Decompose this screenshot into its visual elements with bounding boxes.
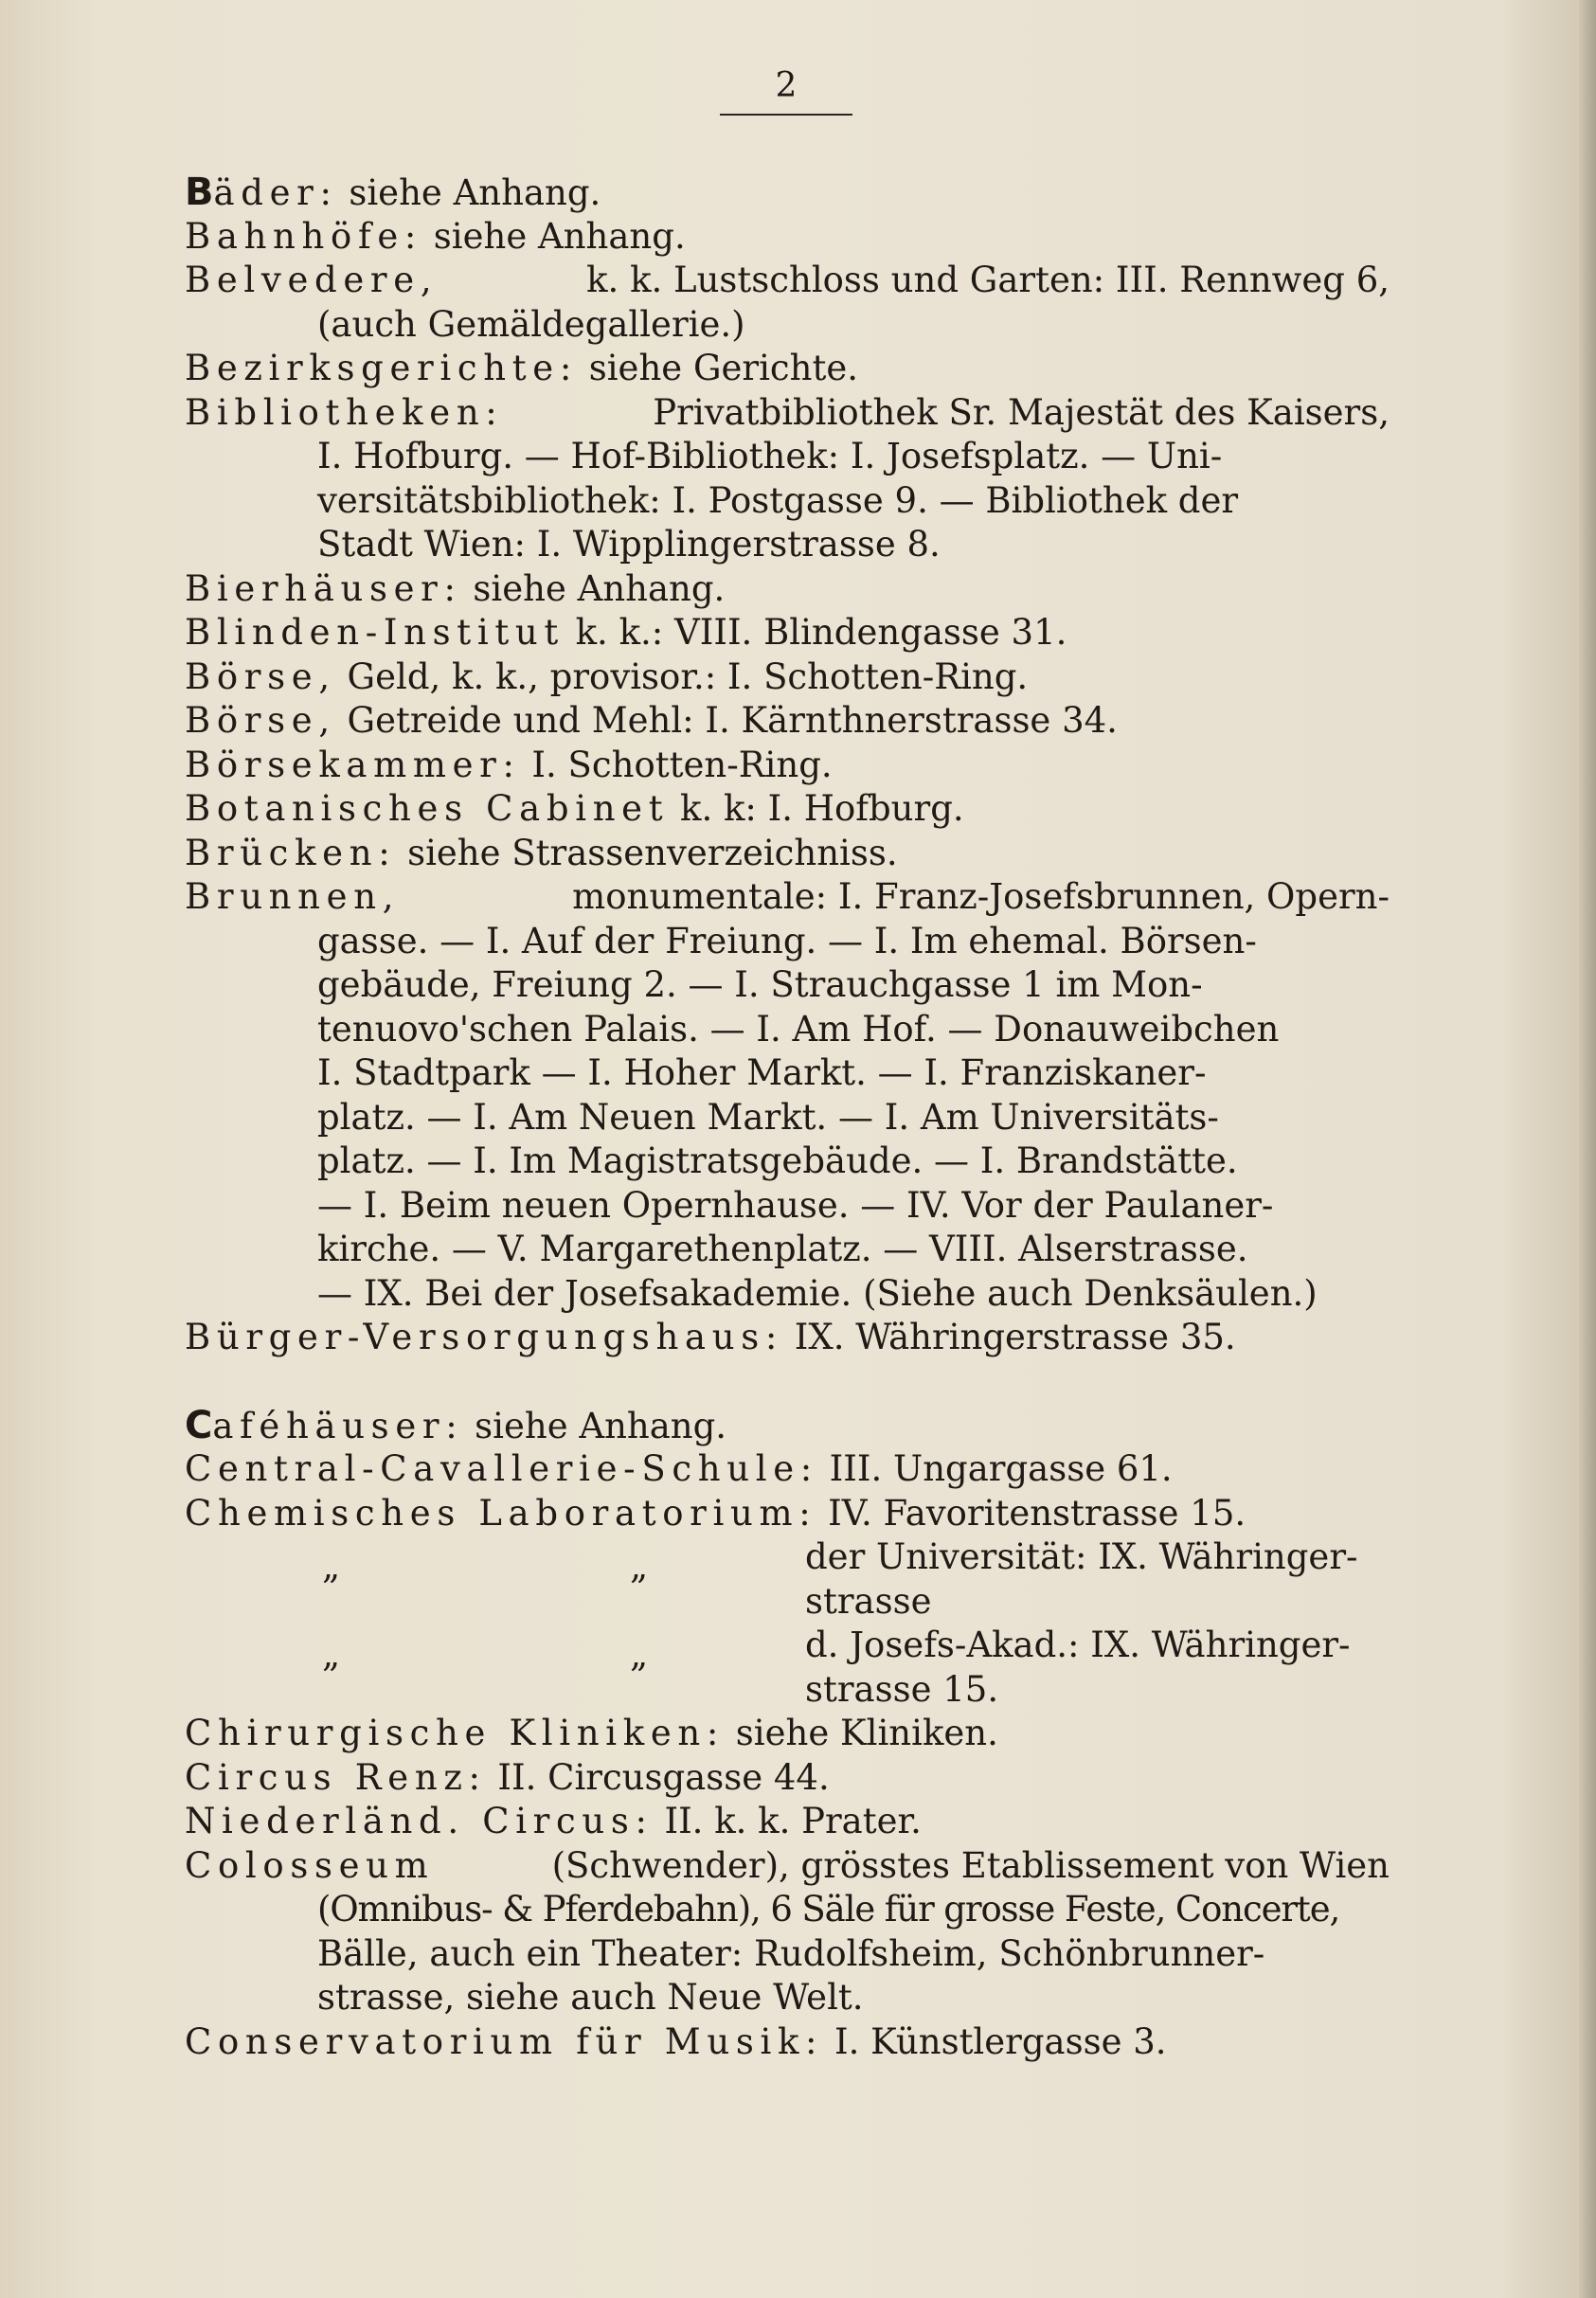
entry-circus-renz: Circus Renz: II. Circusgasse 44. — [185, 1756, 830, 1798]
entry-belvedere: Belvedere, k. k. Lustschloss und Garten: III. Rennweg 6, — [185, 260, 1390, 300]
entry-colosseum-cont: (Omnibus- & Pferdebahn), 6 Säle für grosse Feste, Concerte, — [317, 1889, 1340, 1930]
entry-bezirksgerichte: Bezirksgerichte: siehe Gerichte. — [185, 348, 858, 388]
entry-chemisches-laboratorium: Chemisches Laboratorium: IV. Favoritenstrasse 15. — [185, 1492, 1246, 1534]
entry-brunnen-cont: — I. Beim neuen Opernhause. — IV. Vor der Paulaner- — [317, 1184, 1274, 1226]
page-edge — [1579, 0, 1596, 2298]
entry-bibliotheken-cont: Stadt Wien: I. Wipplingerstrasse 8. — [317, 524, 941, 565]
entry-ditto-josefs-akad: „ „ d. Josefs-Akad.: IX. Währinger- — [185, 1624, 1390, 1668]
entry-brunnen-cont: platz. — I. Im Magistratsgebäude. — I. Brandstätte. — [317, 1140, 1238, 1181]
ditto-mark: „ — [630, 1546, 649, 1587]
entry-brunnen-cont: tenuovo'schen Palais. — I. Am Hof. — Donauweibchen — [317, 1008, 1280, 1050]
initial-c: C — [185, 1403, 213, 1447]
entry-brunnen-cont: kirche. — V. Margarethenplatz. — VIII. Alserstrasse. — [317, 1229, 1248, 1269]
entry-brunnen-cont: I. Stadtpark — I. Hoher Markt. — I. Franziskaner- — [317, 1052, 1207, 1093]
ditto-mark: „ — [322, 1546, 341, 1587]
entry-ditto-universitaet-cont: strasse — [805, 1580, 932, 1622]
entry-cafehaeuser: Caféhäuser: siehe Anhang. — [185, 1403, 727, 1447]
entry-baeder: Bäder: siehe Anhang. — [185, 171, 601, 214]
entry-blinden-institut: Blinden-Institut k. k.: VIII. Blindengasse 31. — [185, 612, 1067, 653]
entry-brunnen-cont: — IX. Bei der Josefsakademie. (Siehe auch Denksäulen.) — [317, 1272, 1318, 1314]
entry-brunnen-cont: gebäude, Freiung 2. — I. Strauchgasse 1 im Mon- — [317, 964, 1203, 1005]
section-gap — [185, 1360, 1390, 1404]
entry-brunnen-cont: gasse. — I. Auf der Freiung. — I. Im ehemal. Börsen- — [317, 920, 1257, 961]
page-number: 2 — [775, 66, 798, 105]
entry-bibliotheken: Bibliotheken: Privatbibliothek Sr. Majestät des Kaisers, — [185, 391, 1390, 433]
entry-ditto-universitaet: „ „ der Universität: IX. Währinger- — [185, 1535, 1390, 1580]
entry-botanisches-cabinet: Botanisches Cabinet k. k: I. Hofburg. — [185, 788, 964, 829]
entry-boerse-getreide: Börse, Getreide und Mehl: I. Kärnthnerstrasse 34. — [185, 700, 1118, 741]
entry-buerger-versorgungshaus: Bürger-Versorgungshaus: IX. Währingerstrasse 35. — [185, 1317, 1236, 1357]
entry-bibliotheken-cont: versitätsbibliothek: I. Postgasse 9. — Bibliothek der — [317, 479, 1239, 521]
entry-colosseum-cont: Bälle, auch ein Theater: Rudolfsheim, Schönbrunner- — [317, 1932, 1265, 1974]
entry-central-cavallerie-schule: Central-Cavallerie-Schule: III. Ungargasse 61. — [185, 1448, 1173, 1489]
entry-boersekammer: Börsekammer: I. Schotten-Ring. — [185, 744, 833, 785]
entry-bibliotheken-cont: I. Hofburg. — Hof-Bibliothek: I. Josefsplatz. — Uni- — [317, 436, 1223, 476]
entry-chirurgische-kliniken: Chirurgische Kliniken: siehe Kliniken. — [185, 1713, 998, 1753]
entry-colosseum-cont: strasse, siehe auch Neue Welt. — [317, 1977, 864, 2018]
ditto-mark: „ — [630, 1634, 649, 1675]
entry-conservatorium: Conservatorium für Musik: I. Künstlergasse 3. — [185, 2020, 1167, 2062]
entry-boerse-geld: Börse, Geld, k. k., provisor.: I. Schotten-Ring. — [185, 655, 1029, 697]
entry-niederlaend-circus: Niederländ. Circus: II. k. k. Prater. — [185, 1801, 922, 1841]
entry-brunnen-cont: platz. — I. Am Neuen Markt. — I. Am Universitäts- — [317, 1096, 1219, 1138]
entry-bruecken: Brücken: siehe Strassenverzeichniss. — [185, 832, 898, 873]
entry-colosseum: Colosseum (Schwender), grösstes Etablissement von Wien — [185, 1844, 1390, 1886]
entry-belvedere-cont: (auch Gemäldegallerie.) — [317, 303, 745, 345]
entry-bierhaeuser: Bierhäuser: siehe Anhang. — [185, 567, 726, 609]
entry-brunnen: Brunnen, monumentale: I. Franz-Josefsbrunnen, Opern- — [185, 876, 1390, 917]
ditto-mark: „ — [322, 1634, 341, 1675]
entry-ditto-josefs-akad-cont: strasse 15. — [805, 1668, 999, 1710]
page-number-rule — [720, 114, 852, 116]
directory-text — [185, 171, 1390, 2064]
initial-b: B — [185, 171, 214, 214]
entry-bahnhoefe: Bahnhöfe: siehe Anhang. — [185, 215, 686, 257]
